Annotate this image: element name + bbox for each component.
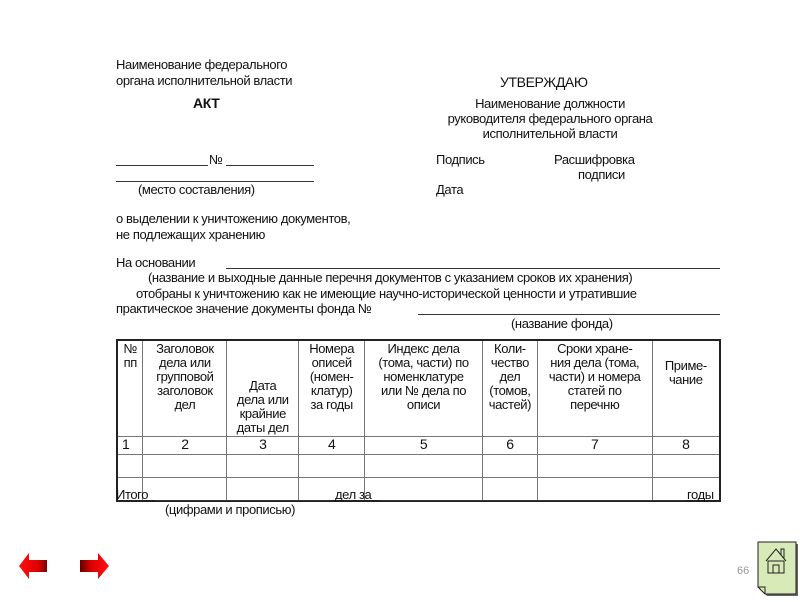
header-text: заголовок [157, 383, 213, 398]
table-cell [227, 478, 299, 502]
previous-slide-button[interactable] [17, 551, 47, 581]
header-text: Индекс дела [387, 341, 460, 356]
place-caption: (место составления) [138, 182, 255, 197]
table-number-row [117, 437, 720, 455]
header-text: дел [174, 397, 196, 412]
column-number: 2 [143, 437, 227, 455]
org-name-line2: органа исполнительной власти [116, 73, 293, 88]
next-slide-button[interactable] [80, 551, 110, 581]
basis-line3: практическое значение документы фонда № [116, 301, 372, 316]
subject-line2: не подлежащих хранению [116, 227, 266, 242]
date-line [116, 165, 208, 166]
table-cell [482, 455, 537, 478]
header-text: пп [123, 355, 137, 370]
org-name-line1: Наименование федерального [116, 57, 288, 72]
act-title: АКТ [193, 95, 220, 111]
header-text: (томов, [489, 383, 531, 398]
header-text: части) и номера [548, 369, 641, 384]
decoding-line2: подписи [578, 167, 625, 182]
header-text: групповой [156, 369, 214, 384]
number-sign: № [209, 152, 223, 167]
header-text: чество [490, 355, 529, 370]
total-label: Итого [116, 487, 149, 502]
header-cell [143, 340, 227, 437]
header-text: клатур) [310, 383, 353, 398]
header-cell [227, 340, 299, 437]
header-cell [365, 340, 483, 437]
header-text: даты дел [236, 420, 289, 435]
page-number: 66 [737, 565, 750, 577]
header-text: (номен- [309, 369, 354, 384]
header-text: (тома, части) по [378, 355, 469, 370]
arrow-left-icon [17, 551, 47, 581]
header-text: Дата [249, 378, 277, 393]
basis-caption: (название и выходные данные перечня документов с указанием сроков их хранения) [148, 270, 633, 285]
signature-label: Подпись [436, 152, 485, 167]
header-cell [652, 340, 720, 437]
table-row [117, 455, 720, 478]
table-cell [143, 455, 227, 478]
table-cell [227, 455, 299, 478]
fund-caption: (название фонда) [511, 316, 613, 331]
position-line3: исполнительной власти [482, 126, 618, 141]
header-text: Номера [309, 341, 355, 356]
basis-line [226, 268, 720, 269]
header-text: крайние [239, 406, 286, 421]
table-cell [299, 455, 365, 478]
column-number: 1 [117, 437, 143, 455]
approve-label: УТВЕРЖДАЮ [500, 74, 588, 90]
header-text: ния дела (тома, [550, 355, 640, 370]
total-caption: (цифрами и прописью) [165, 502, 296, 517]
header-cell [482, 340, 537, 437]
header-text: дела или [159, 355, 211, 370]
home-icon [757, 541, 799, 597]
table-cell [143, 478, 227, 502]
years-line [380, 500, 686, 501]
decoding-line1: Расшифровка [554, 152, 635, 167]
basis-line2: отобраны к уничтожению как не имеющие научно-исторической ценности и утратившие [136, 286, 637, 301]
number-line [226, 165, 314, 166]
header-cell [537, 340, 652, 437]
header-text: дел [499, 369, 521, 384]
header-text: Сроки хране- [557, 341, 633, 356]
header-text: статей по [567, 383, 622, 398]
header-cell [299, 340, 365, 437]
header-text: Приме- [664, 358, 707, 373]
header-text: описи [406, 397, 441, 412]
fund-line [418, 314, 720, 315]
years-label: годы [687, 487, 714, 502]
position-line2: руководителя федерального органа [447, 111, 653, 126]
header-text: номенклатуре [383, 369, 464, 384]
subject-line1: о выделении к уничтожению документов, [116, 211, 351, 226]
header-text: перечню [570, 397, 620, 412]
header-text: или № дела по [380, 383, 467, 398]
column-number: 5 [365, 437, 483, 455]
position-line1: Наименование должности [475, 96, 625, 111]
header-cell [117, 340, 143, 437]
header-text: описей [311, 355, 352, 370]
table-cell [365, 455, 483, 478]
column-number: 4 [299, 437, 365, 455]
table-row [117, 478, 720, 502]
header-text: № [123, 341, 137, 356]
column-number: 7 [537, 437, 652, 455]
table-cell [365, 478, 483, 502]
header-text: Заголовок [156, 341, 214, 356]
table-cell [482, 478, 537, 502]
table-cell [652, 455, 720, 478]
table-header-row [117, 340, 720, 437]
basis-label: На основании [116, 255, 196, 270]
arrow-right-icon [80, 551, 110, 581]
cases-for-label: дел за [335, 487, 372, 502]
header-text: чание [668, 372, 703, 387]
header-text: дела или [236, 392, 289, 407]
column-number: 8 [652, 437, 720, 455]
header-text: частей) [488, 397, 532, 412]
table-cell [537, 455, 652, 478]
date-label: Дата [436, 182, 464, 197]
home-button[interactable] [757, 541, 797, 595]
table-cell [537, 478, 652, 502]
column-number: 6 [482, 437, 537, 455]
column-number: 3 [227, 437, 299, 455]
total-line [155, 500, 331, 501]
table-cell [117, 455, 143, 478]
header-text: Коли- [494, 341, 526, 356]
documents-table [116, 339, 721, 502]
header-text: за годы [310, 397, 353, 412]
